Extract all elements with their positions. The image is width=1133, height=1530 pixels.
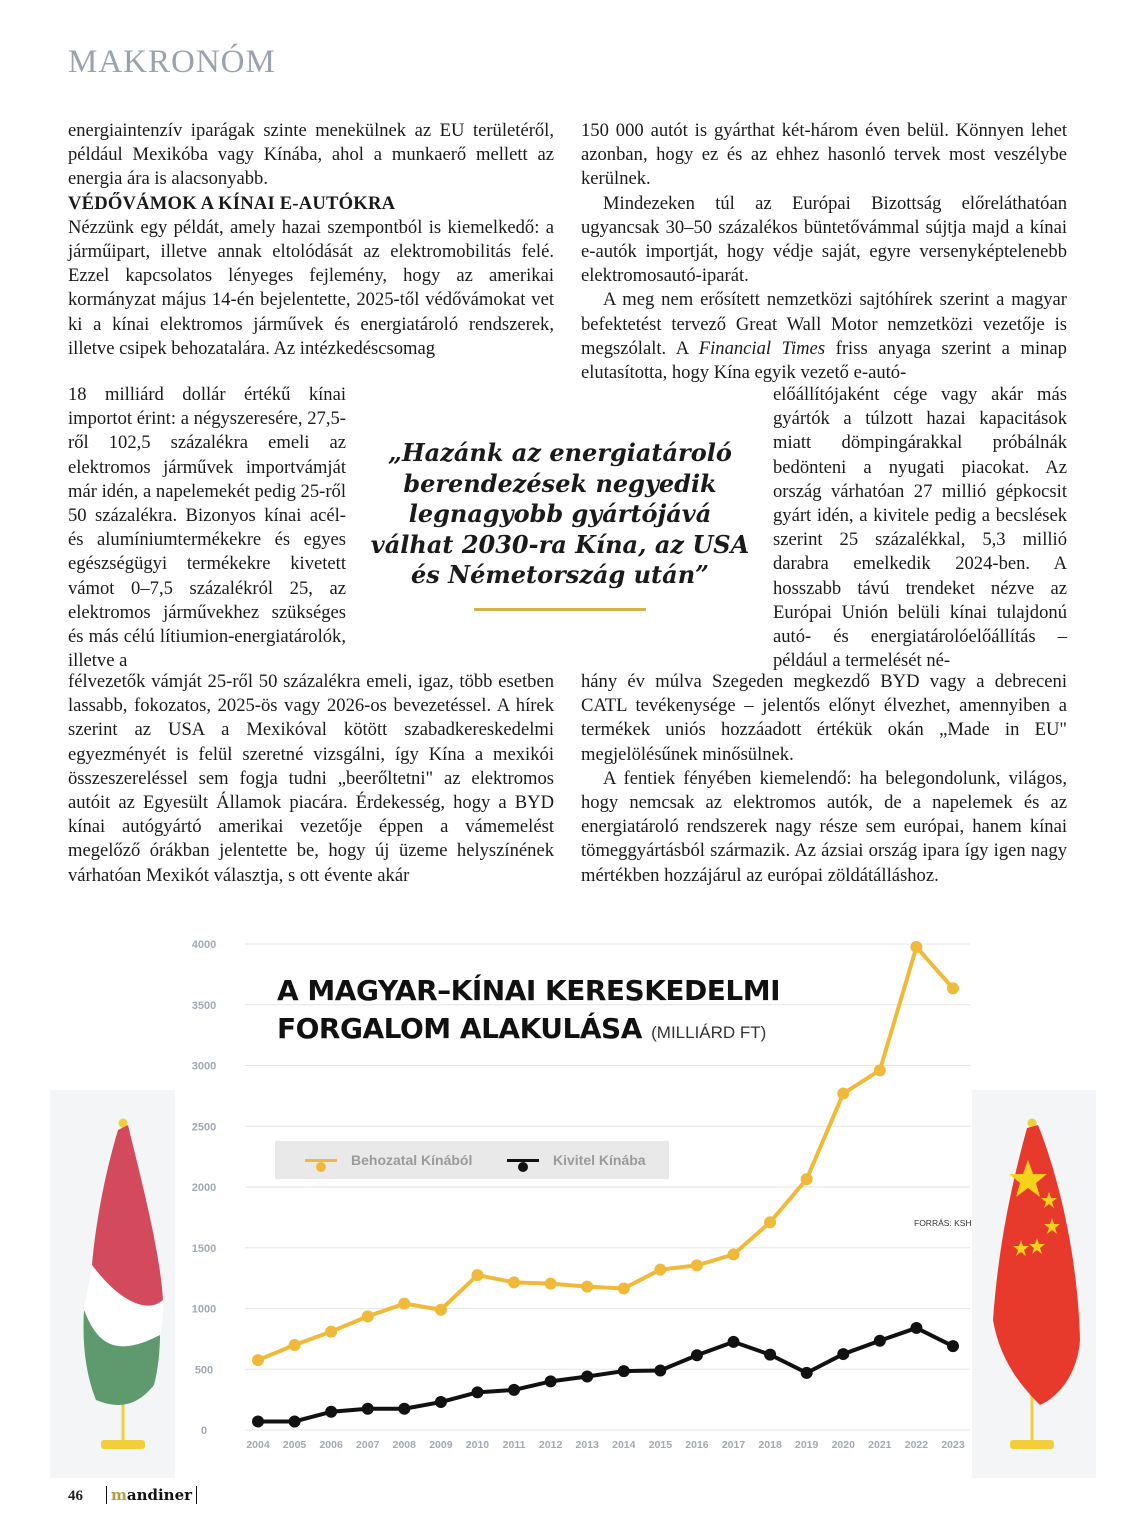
x-tick-label: 2010 bbox=[465, 1439, 490, 1451]
chart-title-line bbox=[277, 1010, 780, 1052]
data-point-export bbox=[581, 1371, 593, 1383]
y-tick-label: 500 bbox=[194, 1364, 214, 1377]
logo-initial: m bbox=[111, 1486, 127, 1504]
data-point-import bbox=[618, 1282, 630, 1294]
data-point-import bbox=[362, 1310, 374, 1322]
article-paragraph: 150 000 autót is gyárthat két-három éven belül. Könnyen lehet azonban, hogy ez és az ehhez hasonló tervek most veszélybe kerülnek. bbox=[581, 120, 1067, 190]
article-paragraph: A fentiek fényében kiemelendő: ha belegondolunk, világos, hogy nemcsak az elektromos autók, de a napelemek és az energiatároló rendszerek nagy része sem európai, hanem kínai tömeggyártásból származik. Az ázsiai ország ipara így igen nagy mértékben hozzájárul az európai zöldátálláshoz. bbox=[581, 767, 1067, 886]
data-point-import bbox=[471, 1269, 483, 1281]
data-point-import bbox=[654, 1264, 666, 1276]
data-point-import bbox=[874, 1064, 886, 1076]
data-point-export bbox=[801, 1367, 813, 1379]
data-point-import bbox=[801, 1173, 813, 1185]
article-column-left-narrow bbox=[68, 383, 346, 673]
x-tick-label: 2023 bbox=[941, 1439, 965, 1451]
data-point-export bbox=[764, 1349, 776, 1361]
data-point-export bbox=[362, 1403, 374, 1415]
x-tick-label: 2019 bbox=[795, 1439, 819, 1451]
data-point-import bbox=[910, 941, 922, 953]
data-point-import bbox=[581, 1281, 593, 1293]
data-point-export bbox=[252, 1415, 264, 1427]
article-paragraph: 18 milliárd dollár értékű kínai importot érint: a négyszeresére, 27,5-ről 102,5 százalékra emeli az elektromos járművek importvámját már idén, a napelemekét pedig 25-ről 50 százalékra. Bizonyos kínai acél- és alumíniumtermékekre és egyes egészségügyi termékekre kivetett vámot 0–7,5 százalékról 25, az elektromos járművekhez szükséges és más célú lítiumion-energiatárolók, illetve a bbox=[68, 384, 346, 672]
x-tick-label: 2015 bbox=[648, 1439, 673, 1451]
x-tick-label: 2004 bbox=[246, 1439, 270, 1451]
article-column-left-bottom bbox=[68, 670, 554, 888]
data-point-import bbox=[252, 1354, 264, 1366]
x-tick-label: 2011 bbox=[502, 1439, 526, 1451]
data-point-import bbox=[398, 1298, 410, 1310]
data-point-export bbox=[837, 1348, 849, 1360]
pull-quote-line: „Hazánk az energiatároló bbox=[388, 438, 732, 467]
publication-name: Financial Times bbox=[698, 337, 826, 359]
data-point-import bbox=[545, 1278, 557, 1290]
chart-source: FORRÁS: KSH bbox=[914, 1218, 972, 1228]
chinese-flag-icon bbox=[972, 1090, 1096, 1478]
x-tick-label: 2006 bbox=[319, 1439, 343, 1451]
article-paragraph: energiaintenzív iparágak szinte menekülnek az EU területéről, például Mexikóba vagy Kínába, ahol a munkaerő mellett az energia ára is alacsonyabb. bbox=[68, 120, 554, 190]
data-point-import bbox=[325, 1326, 337, 1338]
hungarian-flag-icon bbox=[50, 1090, 175, 1478]
pull-quote-line: berendezések negyedik bbox=[403, 468, 717, 498]
article-paragraph: hány év múlva Szegeden megkezdő BYD vagy a debreceni CATL tevékenysége – jelentős előnyt élvezhet, amennyiben a termékek uniós hozzáadott értékük okán „Made in EU" megjelölésűnek minősülnek. bbox=[581, 671, 1067, 765]
data-point-import bbox=[508, 1276, 520, 1288]
data-point-import bbox=[764, 1216, 776, 1228]
data-point-export bbox=[874, 1335, 886, 1347]
data-point-export bbox=[910, 1322, 922, 1334]
article-paragraph bbox=[581, 288, 1067, 385]
data-point-import bbox=[435, 1304, 447, 1316]
data-point-export bbox=[947, 1340, 959, 1352]
pull-quote bbox=[368, 438, 752, 591]
x-tick-label: 2005 bbox=[282, 1439, 307, 1451]
legend-swatch-import bbox=[305, 1159, 337, 1162]
article-column-right-top bbox=[581, 119, 1067, 385]
chart-title-text: FORGALOM ALAKULÁSA bbox=[277, 1012, 642, 1045]
data-point-import bbox=[289, 1339, 301, 1351]
pull-quote-rule bbox=[474, 608, 646, 611]
chart-title bbox=[277, 972, 780, 1052]
y-tick-label: 1500 bbox=[191, 1242, 217, 1255]
legend-label-import: Behozatal Kínából bbox=[351, 1152, 473, 1168]
article-paragraph: előállítójaként cége vagy akár más gyártók a túlzott hazai kapacitások miatt dömpingárakkal próbálnák bedönteni a nyugati piacokat. Az ország várhatóan 27 millió gépkocsit gyárt idén, a kivitele pedig a becslések szerint 25 százalékkal, 5,3 millió darabra emelkedik 2024-ben. A hosszabb távú trendeket nézve az Európai Unión belüli kínai tulajdonú autó- és energiatárolóelőállítás – például a termelését né- bbox=[773, 384, 1067, 672]
article-subheading: VÉDŐVÁMOK A KÍNAI E-AUTÓKRA bbox=[68, 192, 396, 214]
y-tick-label: 1000 bbox=[191, 1303, 217, 1316]
data-point-export bbox=[398, 1403, 410, 1415]
article-text: A meg nem erősített nemzetközi sajtóhírek szerint a magyar befektetést tervező Great Wall Motor nemzetközi vezetője is megszólalt. A bbox=[581, 289, 1067, 359]
data-point-export bbox=[545, 1375, 557, 1387]
x-tick-label: 2021 bbox=[868, 1439, 892, 1451]
y-tick-label: 2500 bbox=[191, 1121, 217, 1134]
y-tick-label: 4000 bbox=[191, 939, 217, 951]
article-paragraph: Mindezeken túl az Európai Bizottság előreláthatóan ugyancsak 30–50 százalékos büntetővámmal sújtja majd a kínai e-autók importját, hogy védje saját, egyre versenyképtelenebb elektromosautó-iparát. bbox=[581, 192, 1067, 287]
x-tick-label: 2017 bbox=[721, 1439, 746, 1451]
y-tick-label: 3500 bbox=[191, 999, 217, 1012]
data-point-export bbox=[471, 1386, 483, 1398]
data-point-import bbox=[837, 1087, 849, 1099]
section-header: MAKRONÓM bbox=[68, 44, 276, 80]
x-tick-label: 2022 bbox=[904, 1439, 929, 1451]
data-point-export bbox=[691, 1349, 703, 1361]
article-column-left-top bbox=[68, 119, 554, 361]
data-point-export bbox=[325, 1406, 337, 1418]
x-tick-label: 2013 bbox=[575, 1439, 599, 1451]
chart-title-line: A MAGYAR–KÍNAI KERESKEDELMI bbox=[277, 974, 781, 1007]
x-tick-label: 2016 bbox=[685, 1439, 709, 1451]
data-point-export bbox=[654, 1364, 666, 1376]
legend-label-export: Kivitel Kínába bbox=[553, 1152, 646, 1168]
x-tick-label: 2008 bbox=[392, 1439, 416, 1451]
data-point-export bbox=[289, 1415, 301, 1427]
logo-text: andiner bbox=[126, 1486, 193, 1504]
data-point-export bbox=[508, 1384, 520, 1396]
y-tick-label: 0 bbox=[200, 1425, 208, 1437]
x-tick-label: 2012 bbox=[538, 1439, 563, 1451]
data-point-export bbox=[618, 1365, 630, 1377]
data-point-export bbox=[435, 1396, 447, 1408]
pull-quote-line: válhat 2030-ra Kína, az USA bbox=[370, 529, 750, 559]
data-point-import bbox=[947, 982, 959, 994]
chart-legend bbox=[275, 1141, 669, 1179]
chart-subtitle: (MILLIÁRD FT) bbox=[651, 1023, 767, 1042]
data-point-import bbox=[691, 1259, 703, 1271]
article-text: friss anyaga szerint a minap elutasította, hogy Kína egyik vezető e-autó- bbox=[581, 337, 1067, 384]
y-tick-label: 3000 bbox=[191, 1060, 217, 1073]
article-paragraph: félvezetők vámját 25-ről 50 százalékra emeli, igaz, több esetben lassabb, fokozatos, 2025-ös vagy 2026-os bevezetéssel. A hírek szerint az USA a Mexikóval kötött szabadkereskedelmi egyezményét is felül szeretné vizsgálni, így Kína a mexikói összeszereléssel sem fogja tudni „beerőltetni" az elektromos autóit az Egyesült Államok piacára. Érdekesség, hogy a BYD kínai autógyártó amerikai vezetője éppen a vámemelést megelőző órákban jelentette be, hogy új üzeme helyszínének várhatóan Mexikót választja, s ott évente akár bbox=[68, 671, 554, 886]
article-column-right-bottom bbox=[581, 670, 1067, 888]
page-number: 46 bbox=[68, 1488, 83, 1504]
publication-logo bbox=[106, 1486, 197, 1504]
x-tick-label: 2020 bbox=[831, 1439, 855, 1451]
x-tick-label: 2018 bbox=[758, 1439, 782, 1451]
pull-quote-line: legnagyobb gyártójává bbox=[408, 499, 712, 528]
data-point-import bbox=[728, 1248, 740, 1260]
article-column-right-narrow bbox=[773, 383, 1067, 673]
article-paragraph: Nézzünk egy példát, amely hazai szempontból is kiemelkedő: a járműipart, illetve annak eltolódását az elektromobilitás felé. Ezzel kapcsolatos lényeges fejlemény, hogy az amerikai kormányzat május 14-én bejelentette, 2025-től védővámokat vet ki a kínai elektromos járművek és energiatároló rendszerek, illetve csipek behozatalára. Az intézkedéscsomag bbox=[68, 216, 554, 359]
pull-quote-line: és Németország után” bbox=[411, 560, 709, 589]
y-tick-label: 2000 bbox=[191, 1182, 217, 1194]
data-point-export bbox=[728, 1336, 740, 1348]
x-tick-label: 2007 bbox=[356, 1439, 380, 1451]
legend-swatch-export bbox=[507, 1159, 539, 1162]
x-tick-label: 2009 bbox=[429, 1439, 453, 1451]
x-tick-label: 2014 bbox=[612, 1439, 636, 1451]
